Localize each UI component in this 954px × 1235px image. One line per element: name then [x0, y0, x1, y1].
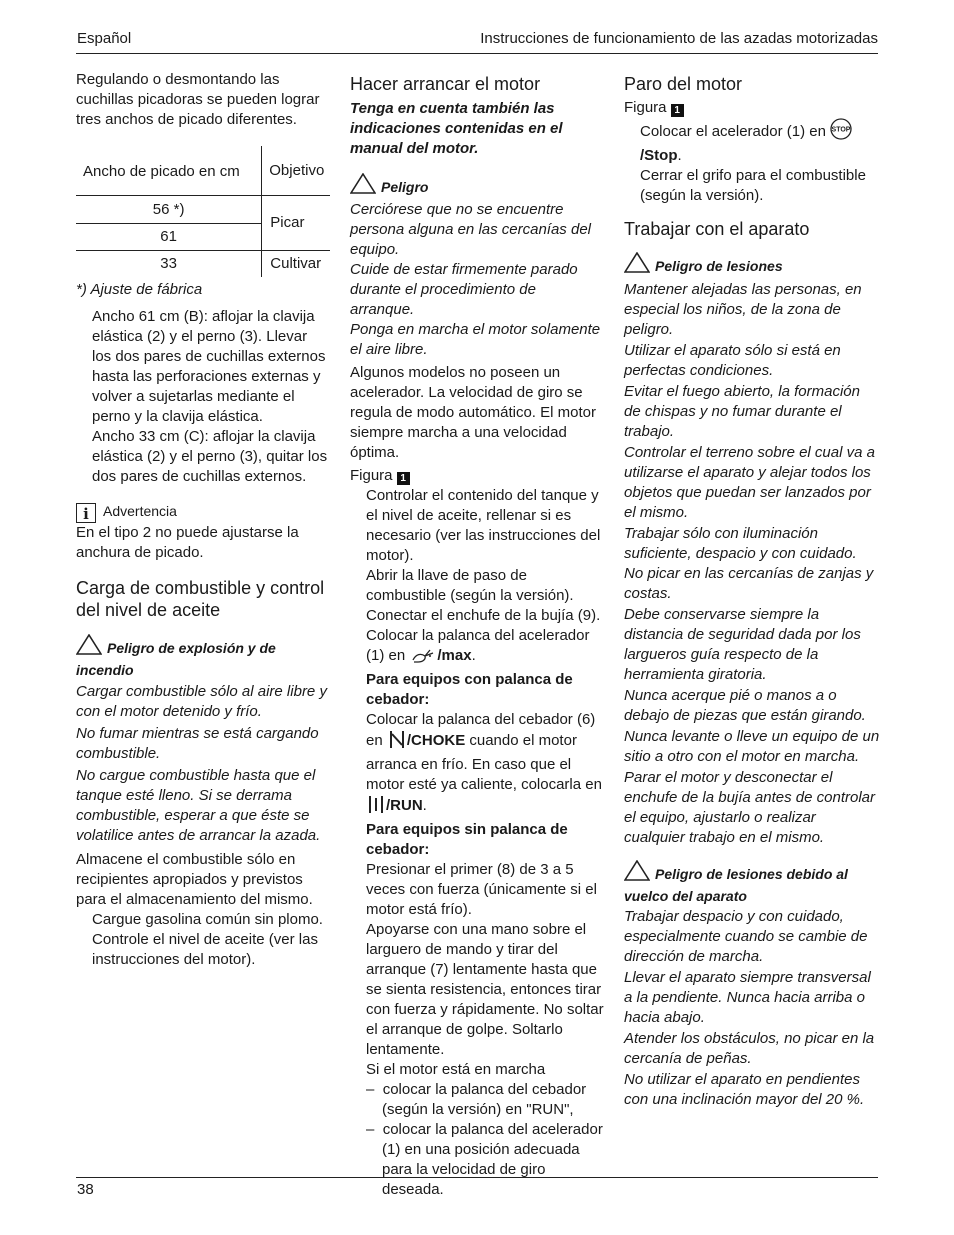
footer-rule	[76, 1177, 878, 1178]
choke-step-post: cuando el motor arranca en frío. En caso que el motor esté ya caliente, colocarla en	[366, 732, 602, 793]
work-heading: Trabajar con el aparato	[624, 219, 810, 239]
dash-item: – colocar la palanca del acelerador (1) en una posición adecuada para la velocidad de giro deseada.	[366, 1121, 603, 1198]
injury-item: Utilizar el aparato sólo si está en perfectas condiciones.	[624, 342, 841, 379]
choke-open-icon	[368, 795, 384, 820]
table-cell-width: 61	[76, 224, 262, 251]
page-number: 38	[77, 1181, 94, 1198]
tip-item: Llevar el aparato siempre transversal a la pendiente. Nunca hacia arriba o hacia abajo.	[624, 969, 871, 1026]
running-text: Si el motor está en marcha	[366, 1061, 546, 1078]
tip-title: Peligro de lesiones debido al vuelco del aparato	[624, 866, 848, 904]
stop-icon-text: STOP	[831, 126, 851, 134]
stop-heading: Paro del motor	[624, 74, 743, 94]
stop-step-1-text: Colocar el acelerador (1) en	[640, 123, 826, 140]
info-icon: i	[76, 503, 96, 523]
figure-label: Figura	[624, 99, 667, 116]
fuel-danger-2: No fumar mientras se está cargando combustible.	[76, 725, 319, 762]
injury-item: Debe conservarse siempre la distancia de seguridad dada por los largueros guía respecto de la herramienta giratoria.	[624, 606, 861, 683]
note-title: Advertencia	[103, 503, 177, 519]
run-label: /RUN	[386, 797, 423, 814]
figure-number: 1	[671, 104, 684, 117]
step-width-61: Ancho 61 cm (B): aflojar la clavija elástica (2) y el perno (3). Llevar los dos pares de cuchillas externos hasta las perforaciones externas y volver a sujetarlas mediante el perno y la clavija elástica.	[92, 308, 326, 425]
stop-icon	[830, 118, 852, 146]
column-1	[76, 70, 330, 970]
fuel-danger-title: Peligro de explosión y de incendio	[76, 640, 276, 678]
figure-ref	[624, 98, 880, 118]
table-header-row	[76, 146, 330, 196]
start-step-4-text: Colocar la palanca del acelerador (1) en	[366, 627, 590, 664]
step-width-33: Ancho 33 cm (C): aflojar la clavija elástica (2) y el perno (3), quitar los dos pares de cuchillas externos.	[92, 428, 328, 485]
stop-step-2: Cerrar el grifo para el combustible (según la versión).	[640, 167, 866, 204]
fuel-danger-heading	[76, 634, 330, 680]
no-choke-title: Para equipos sin palanca de cebador:	[366, 821, 568, 858]
note-text: En el tipo 2 no puede ajustarse la anchura de picado.	[76, 524, 299, 561]
injury-item: Parar el motor y desconectar el enchufe de la bujía antes de controlar el equipo, ajustarlo o realizar cualquier trabajo en el mismo.	[624, 769, 876, 846]
figure-label: Figura	[350, 467, 393, 484]
tip-item: Trabajar despacio y con cuidado, especialmente cuando se cambie de dirección de marcha.	[624, 908, 868, 965]
primer-step: Presionar el primer (8) de 3 a 5 veces con fuerza (únicamente si el motor está frío).	[366, 861, 597, 918]
column-2	[350, 70, 604, 1200]
fuel-danger-1: Cargar combustible sólo al aire libre y con el motor detenido y frío.	[76, 683, 327, 720]
table-cell-purpose: Picar	[262, 196, 330, 251]
warning-triangle-icon	[624, 860, 650, 886]
start-danger-3: Ponga en marcha el motor solamente el aire libre.	[350, 321, 601, 358]
note-heading	[76, 501, 330, 523]
header-title: Instrucciones de funcionamiento de las azadas motorizadas	[480, 30, 878, 47]
choke-step: Colocar la palanca del cebador (6) en /CHOKE cuando el motor arranca en frío. En caso que el motor esté ya caliente, colocarla en /RUN.	[366, 710, 604, 820]
choke-label: /CHOKE	[406, 732, 466, 749]
dash-item: – colocar la palanca del cebador (según la versión) en "RUN",	[366, 1081, 587, 1118]
start-danger-title: Peligro	[381, 179, 429, 195]
injury-item: Nunca levante o lleve un equipo de un sitio a otro con el motor en marcha.	[624, 728, 880, 765]
injury-heading	[624, 252, 880, 278]
start-danger-heading	[350, 173, 604, 199]
start-step-3: Conectar el enchufe de la bujía (9).	[366, 607, 601, 624]
choke-closed-icon	[389, 730, 405, 755]
tip-item: Atender los obstáculos, no picar en la cercanía de peñas.	[624, 1030, 875, 1067]
injury-title: Peligro de lesiones	[655, 258, 783, 274]
tip-item: No utilizar el aparato en pendientes con una inclinación mayor del 20 %.	[624, 1071, 865, 1108]
figure-ref	[350, 466, 604, 486]
table-cell-purpose: Cultivar	[262, 251, 330, 278]
width-table	[76, 146, 330, 277]
injury-item: Controlar el terreno sobre el cual va a utilizarse el aparato y alejar todos los objetos que puedan ser lanzados por el mismo.	[624, 444, 875, 521]
table-cell-width: 33	[160, 255, 177, 272]
warning-triangle-icon	[76, 634, 102, 660]
store-text: Almacene el combustible sólo en recipientes apropiados y previstos para el almacenamiento del mismo.	[76, 851, 313, 908]
start-heading: Hacer arrancar el motor	[350, 74, 541, 94]
fuel-danger-3: No cargue combustible hasta que el tanque esté lleno. Si se derrama combustible, esperar a que éste se volatilice antes de arrancar la azada.	[76, 767, 321, 844]
header-language: Español	[77, 30, 132, 47]
choke-step-pre: Colocar la palanca del cebador (6) en	[366, 711, 596, 749]
header-rule	[76, 53, 878, 54]
column-3	[624, 70, 880, 1110]
injury-item: Evitar el fuego abierto, la formación de chispas y no fumar durante el trabajo.	[624, 383, 860, 440]
table-head-purpose: Objetivo	[262, 146, 330, 196]
injury-item: Mantener alejadas las personas, en especial los niños, de la zona de peligro.	[624, 281, 862, 338]
pull-step: Apoyarse con una mano sobre el larguero de mando y tirar del arranque (7) lentamente hasta que se sienta resistencia, entonces tirar con fuerza y rápidamente. No soltar el arranque de golpe. Soltarlo lentamente.	[366, 921, 604, 1058]
warning-triangle-icon	[624, 252, 650, 278]
models-text: Algunos modelos no poseen un acelerador. La velocidad de giro se regula de modo automático. El motor siempre marcha a una velocidad óptima.	[350, 364, 596, 461]
table-footnote: *) Ajuste de fábrica	[76, 281, 203, 298]
dash-item-text: colocar la palanca del cebador (según la versión) en "RUN",	[382, 1081, 587, 1118]
stop-label: /Stop	[640, 147, 678, 164]
table-row	[76, 251, 330, 278]
rabbit-icon	[411, 647, 435, 670]
start-danger-2: Cuide de estar firmemente parado durante el procedimiento de arranque.	[350, 261, 578, 318]
table-row	[76, 196, 330, 224]
injury-item: Nunca acerque pié o manos a o debajo de piezas que están girando.	[624, 687, 866, 724]
throttle-max-label: /max	[437, 647, 472, 664]
table-cell-width: 56 *)	[76, 196, 262, 224]
start-danger-1: Cerciórese que no se encuentre persona alguna en las cercanías del equipo.	[350, 201, 591, 258]
tip-heading	[624, 860, 880, 906]
dash-item-text: colocar la palanca del acelerador (1) en una posición adecuada para la velocidad de giro deseada.	[382, 1121, 603, 1198]
start-step-4: Colocar la palanca del acelerador (1) en /max.	[366, 626, 604, 670]
warning-triangle-icon	[350, 173, 376, 199]
step-gasoline: Cargue gasolina común sin plomo.	[92, 911, 323, 928]
stop-step-1: Colocar el acelerador (1) en STOP /Stop.	[640, 118, 880, 166]
start-step-1: Controlar el contenido del tanque y el nivel de aceite, rellenar si es necesario (ver las instrucciones del motor).	[366, 487, 601, 564]
figure-number: 1	[397, 472, 410, 485]
injury-item: No picar en las cercanías de zanjas y costas.	[624, 565, 874, 602]
start-step-2: Abrir la llave de paso de combustible (según la versión).	[366, 567, 574, 604]
table-head-width: Ancho de picado en cm	[76, 146, 262, 196]
injury-item: Trabajar sólo con iluminación suficiente, despacio y con cuidado.	[624, 525, 857, 562]
intro-text: Regulando o desmontando las cuchillas picadoras se pueden lograr tres anchos de picado diferentes.	[76, 71, 320, 128]
fuel-heading: Carga de combustible y control del nivel de aceite	[76, 578, 325, 620]
start-intro: Tenga en cuenta también las indicaciones contenidas en el manual del motor.	[350, 100, 563, 157]
step-oil: Controle el nivel de aceite (ver las instrucciones del motor).	[92, 931, 318, 968]
with-choke-title: Para equipos con palanca de cebador:	[366, 671, 573, 708]
